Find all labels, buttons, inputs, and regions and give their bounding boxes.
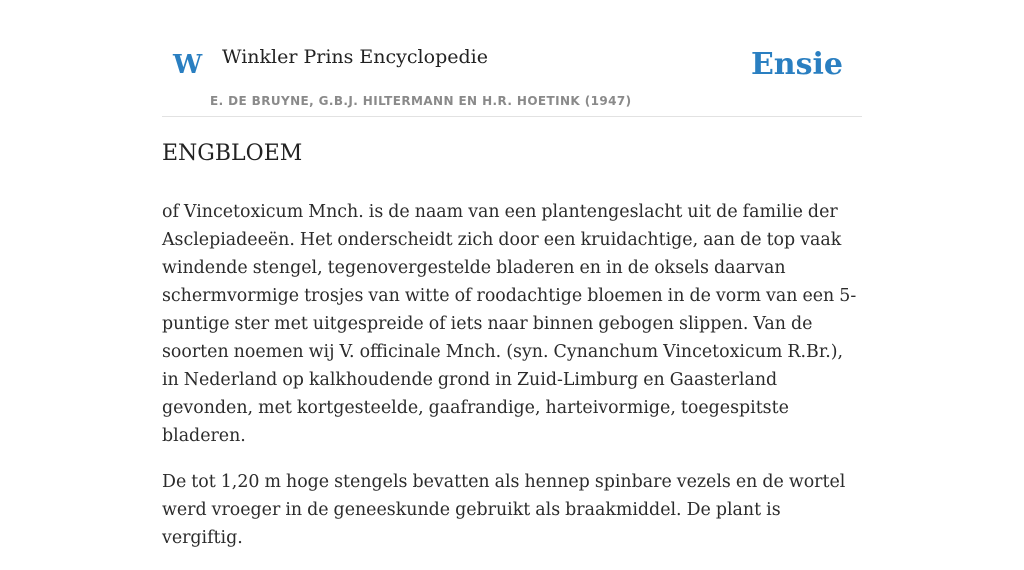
article-paragraph-2: De tot 1,20 m hoge stengels bevatten als hennep spinbare vezels en de wortel werd vroeger in de geneeskunde gebruikt als braakmiddel. De plant is vergiftig.: [162, 472, 846, 548]
source-title[interactable]: Winkler Prins Encyclopedie: [222, 46, 488, 68]
article-headword: ENGBLOEM: [162, 141, 303, 166]
brand-logo[interactable]: Ensie: [750, 47, 843, 82]
article-paragraph-1: of Vincetoxicum Mnch. is de naam van een plantengeslacht uit de familie der Asclepiadeeën. Het onderscheidt zich door een kruidachtige, aan de top vaak windende stengel, tegenovergestelde bladeren en in de oksels daarvan schermvormige trosjes van witte of roodachtige bloemen in de vorm van een 5-puntige ster met uitgespreide of iets naar binnen gebogen slippen. Van de soorten noemen wij V. officinale Mnch. (syn. Cynanchum Vincetoxicum R.Br.), in Nederland op kalkhoudende grond in Zuid-Limburg en Gaasterland gevonden, met kortgesteelde, gaafrandige, harteivormige, toegespitste bladeren.: [162, 202, 857, 446]
article: [162, 138, 862, 570]
source-logo-icon: W: [173, 50, 203, 80]
source-authors: E. DE BRUYNE, G.B.J. HILTERMANN EN H.R. HOETINK (1947): [210, 94, 632, 108]
source-header: [162, 0, 862, 117]
